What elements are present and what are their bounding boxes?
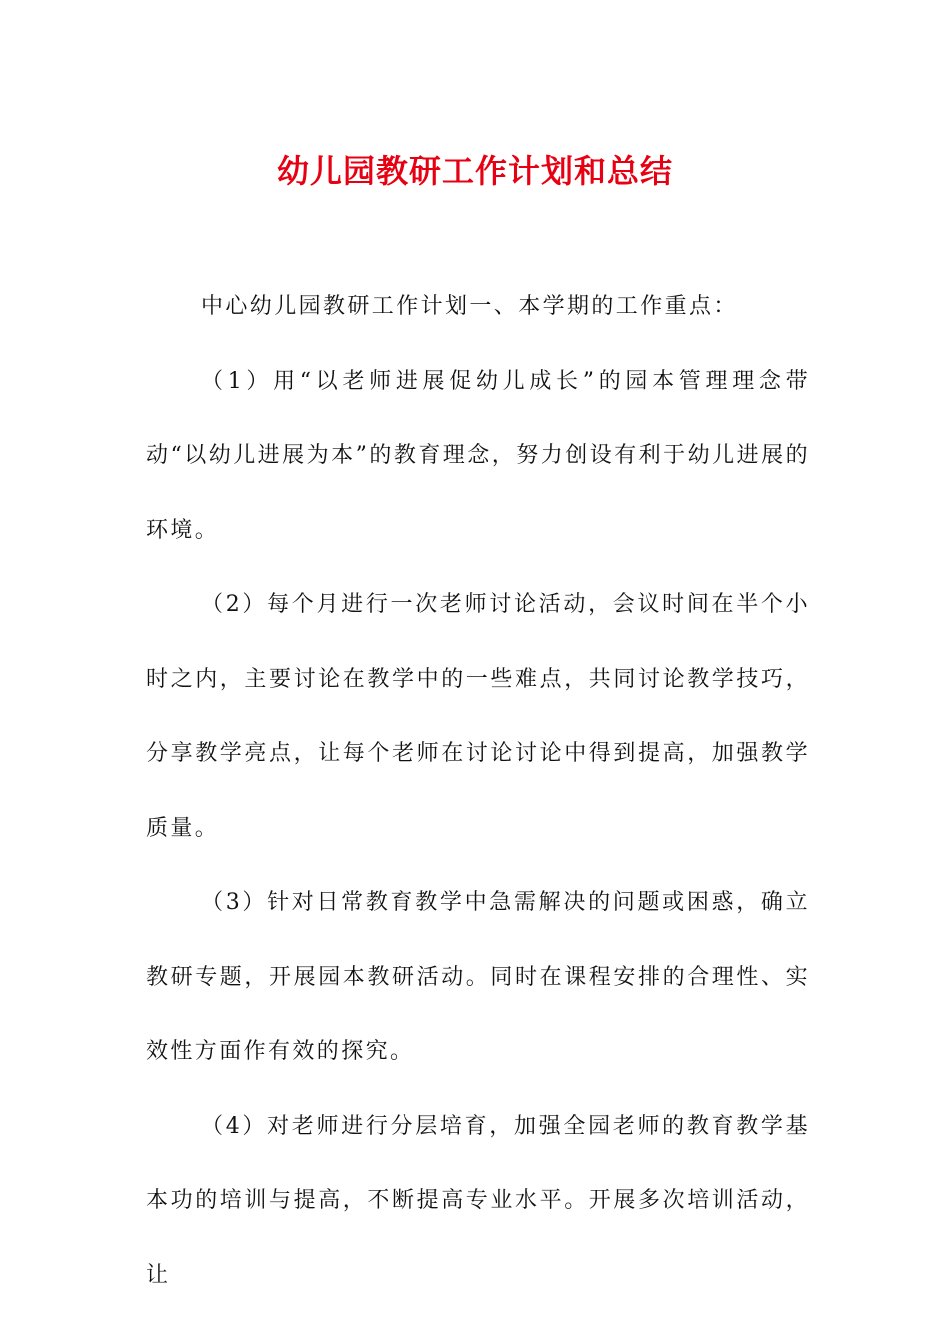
document-body — [146, 270, 810, 1313]
paragraph-item-3: （3）针对日常教育教学中急需解决的问题或困惑，确立教研专题，开展园本教研活动。同时在课程安排的合理性、实效性方面作有效的探究。 — [146, 890, 810, 1064]
paragraph-intro: 中心幼儿园教研工作计划一、本学期的工作重点： — [201, 294, 738, 319]
paragraph-item-4: （4）对老师进行分层培育，加强全园老师的教育教学基本功的培训与提高，不断提高专业水平。开展多次培训活动，让 — [146, 1113, 810, 1288]
paragraph-item-1: （1）用“以老师进展促幼儿成长”的园本管理理念带动“以幼儿进展为本”的教育理念，努力创设有利于幼儿进展的环境。 — [146, 368, 810, 543]
paragraph-item-2: （2）每个月进行一次老师讨论活动，会议时间在半个小时之内，主要讨论在教学中的一些难点，共同讨论教学技巧，分享教学亮点，让每个老师在讨论讨论中得到提高，加强教学质量。 — [146, 592, 810, 841]
document-title: 幼儿园教研工作计划和总结 — [276, 152, 673, 190]
